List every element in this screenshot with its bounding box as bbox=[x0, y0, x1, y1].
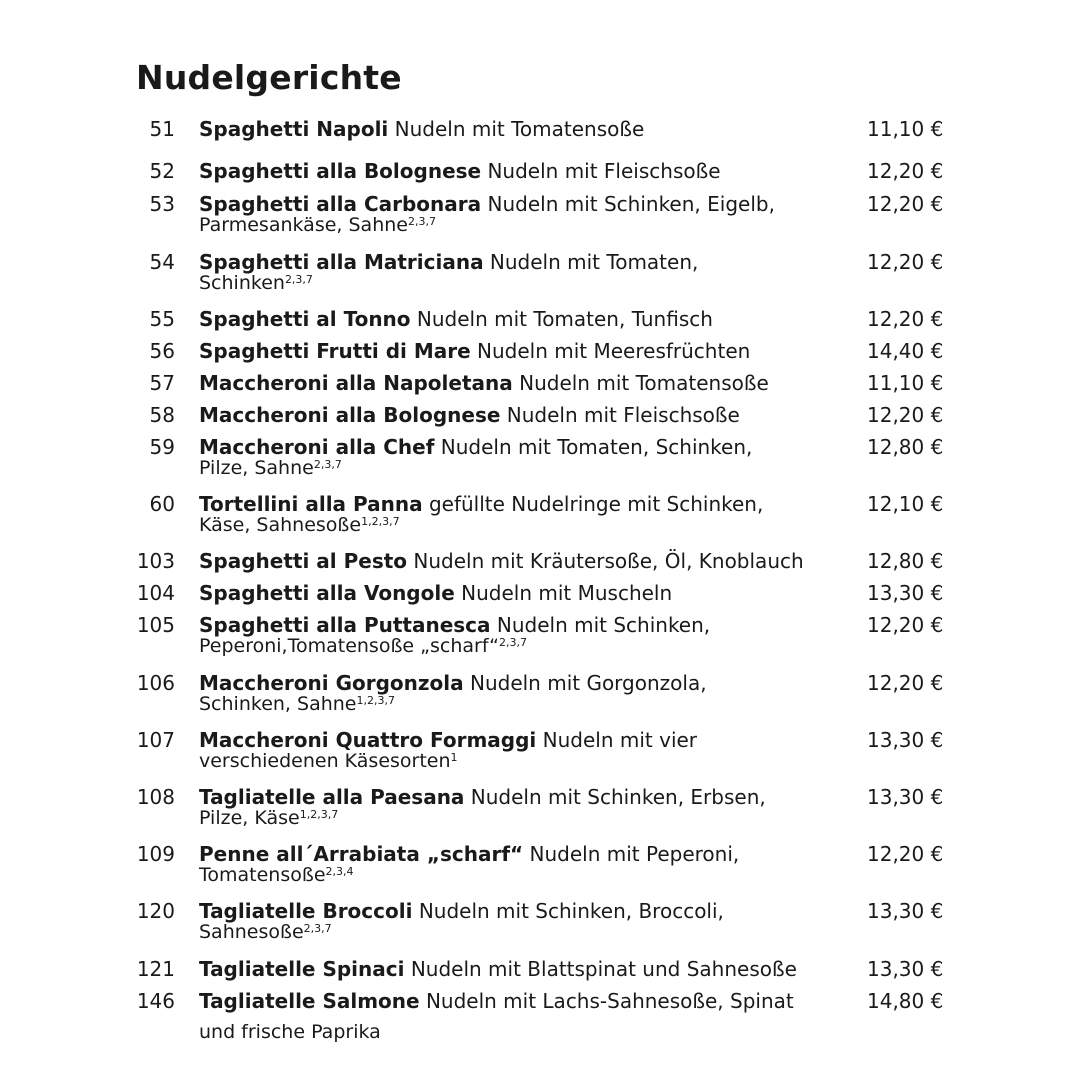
item-description bbox=[199, 614, 839, 657]
item-price: 12,10 € bbox=[867, 492, 944, 516]
item-name: Spaghetti al Tonno bbox=[199, 307, 411, 331]
allergen-codes: 2,3,4 bbox=[325, 865, 354, 878]
item-number: 121 bbox=[136, 957, 175, 981]
item-number: 57 bbox=[149, 371, 175, 395]
item-ingredients: Nudeln mit Tomatensoße bbox=[388, 117, 645, 141]
allergen-codes: 2,3,7 bbox=[313, 458, 342, 471]
item-ingredients-line2: Tomatensoße bbox=[199, 864, 326, 886]
item-price: 12,20 € bbox=[867, 307, 944, 331]
item-ingredients-line2: Peperoni,Tomatensoße „scharf“ bbox=[199, 635, 499, 657]
item-number: 107 bbox=[136, 728, 175, 752]
allergen-codes: 2,3,7 bbox=[407, 215, 436, 228]
page-title: Nudelgerichte bbox=[136, 58, 402, 97]
item-number: 103 bbox=[136, 549, 175, 573]
item-ingredients-continued bbox=[199, 865, 839, 886]
item-ingredients: Nudeln mit Schinken, Erbsen, bbox=[464, 785, 766, 809]
item-ingredients-continued bbox=[199, 636, 839, 657]
item-ingredients-line2: Pilze, Käse bbox=[199, 807, 300, 829]
item-name: Spaghetti al Pesto bbox=[199, 549, 408, 573]
item-number: 106 bbox=[136, 671, 175, 695]
item-number: 55 bbox=[149, 307, 175, 331]
item-number: 56 bbox=[149, 339, 175, 363]
item-name: Tagliatelle Salmone bbox=[199, 989, 420, 1013]
item-number: 146 bbox=[136, 989, 175, 1013]
item-ingredients-continued bbox=[199, 515, 839, 536]
item-name: Spaghetti alla Vongole bbox=[199, 581, 455, 605]
item-description bbox=[199, 251, 839, 294]
item-ingredients: Nudeln mit Peperoni, bbox=[523, 842, 740, 866]
item-number: 104 bbox=[136, 581, 175, 605]
item-price: 12,20 € bbox=[867, 250, 944, 274]
item-name: Spaghetti Napoli bbox=[199, 117, 389, 141]
item-ingredients: Nudeln mit Gorgonzola, bbox=[463, 671, 707, 695]
item-number: 58 bbox=[149, 403, 175, 427]
item-name: Spaghetti alla Matriciana bbox=[199, 250, 484, 274]
item-description bbox=[199, 493, 839, 536]
item-name: Maccheroni Quattro Formaggi bbox=[199, 728, 537, 752]
item-ingredients: Nudeln mit Blattspinat und Sahnesoße bbox=[404, 957, 797, 981]
item-description bbox=[199, 672, 839, 715]
item-ingredients-line2: Schinken bbox=[199, 272, 285, 294]
item-description bbox=[199, 900, 839, 943]
allergen-codes: 1,2,3,7 bbox=[356, 694, 395, 707]
allergen-codes: 2,3,7 bbox=[284, 273, 313, 286]
item-description bbox=[199, 308, 839, 330]
item-description bbox=[199, 436, 839, 479]
item-price: 14,80 € bbox=[867, 989, 944, 1013]
allergen-codes: 1,2,3,7 bbox=[299, 808, 339, 821]
item-ingredients-line2: Sahnesoße bbox=[199, 921, 304, 943]
item-name: Spaghetti alla Carbonara bbox=[199, 192, 482, 216]
item-price: 12,20 € bbox=[867, 403, 944, 427]
item-ingredients-continued bbox=[199, 273, 839, 294]
item-ingredients-line2: Pilze, Sahne bbox=[199, 457, 314, 479]
item-ingredients: gefüllte Nudelringe mit Schinken, bbox=[422, 492, 764, 516]
item-price: 13,30 € bbox=[867, 899, 944, 923]
item-name: Penne all´Arrabiata „scharf“ bbox=[199, 842, 524, 866]
item-description bbox=[199, 118, 839, 140]
item-ingredients: Nudeln mit Fleischsoße bbox=[481, 159, 721, 183]
item-price: 12,20 € bbox=[867, 613, 944, 637]
allergen-codes: 1,2,3,7 bbox=[361, 515, 400, 528]
item-number: 54 bbox=[149, 250, 175, 274]
item-number: 51 bbox=[149, 117, 175, 141]
allergen-codes: 2,3,7 bbox=[303, 922, 332, 935]
item-description bbox=[199, 160, 839, 182]
item-description bbox=[199, 582, 839, 604]
item-name: Spaghetti alla Bolognese bbox=[199, 159, 482, 183]
item-description bbox=[199, 729, 839, 772]
item-ingredients: Nudeln mit Lachs-Sahnesoße, Spinat bbox=[419, 989, 794, 1013]
item-ingredients: Nudeln mit Schinken, Eigelb, bbox=[481, 192, 775, 216]
item-description bbox=[199, 340, 839, 362]
item-price: 13,30 € bbox=[867, 785, 944, 809]
item-ingredients-continued bbox=[199, 751, 839, 772]
item-price: 12,80 € bbox=[867, 549, 944, 573]
allergen-codes: 2,3,7 bbox=[498, 636, 527, 649]
allergen-codes: 1 bbox=[450, 751, 458, 764]
item-ingredients-continued bbox=[199, 1022, 839, 1043]
item-description bbox=[199, 193, 839, 236]
item-name: Maccheroni alla Chef bbox=[199, 435, 435, 459]
item-ingredients-line2: Parmesankäse, Sahne bbox=[199, 214, 408, 236]
item-ingredients: Nudeln mit Tomatensoße bbox=[512, 371, 769, 395]
item-ingredients-continued bbox=[199, 215, 839, 236]
item-ingredients: Nudeln mit Tomaten, Tunfisch bbox=[410, 307, 713, 331]
item-price: 13,30 € bbox=[867, 728, 944, 752]
item-name: Tagliatelle Broccoli bbox=[199, 899, 413, 923]
item-number: 108 bbox=[136, 785, 175, 809]
item-ingredients: Nudeln mit Muscheln bbox=[454, 581, 673, 605]
item-number: 120 bbox=[136, 899, 175, 923]
item-price: 12,20 € bbox=[867, 159, 944, 183]
item-ingredients: Nudeln mit Tomaten, bbox=[483, 250, 699, 274]
item-number: 105 bbox=[136, 613, 175, 637]
item-ingredients-line2: Käse, Sahnesoße bbox=[199, 514, 362, 536]
item-ingredients-continued bbox=[199, 808, 839, 829]
item-name: Maccheroni alla Napoletana bbox=[199, 371, 513, 395]
item-ingredients-continued bbox=[199, 458, 839, 479]
item-number: 59 bbox=[149, 435, 175, 459]
item-number: 52 bbox=[149, 159, 175, 183]
item-ingredients: Nudeln mit Schinken, bbox=[490, 613, 711, 637]
item-ingredients: Nudeln mit Meeresfrüchten bbox=[470, 339, 751, 363]
item-ingredients-line2: verschiedenen Käsesorten bbox=[199, 750, 451, 772]
item-name: Tortellini alla Panna bbox=[199, 492, 423, 516]
item-price: 11,10 € bbox=[867, 371, 944, 395]
item-description bbox=[199, 372, 839, 394]
item-ingredients: Nudeln mit Tomaten, Schinken, bbox=[434, 435, 753, 459]
item-ingredients: Nudeln mit vier bbox=[536, 728, 698, 752]
item-price: 13,30 € bbox=[867, 581, 944, 605]
item-price: 12,20 € bbox=[867, 842, 944, 866]
item-description bbox=[199, 404, 839, 426]
item-price: 12,20 € bbox=[867, 192, 944, 216]
item-ingredients-line2: Schinken, Sahne bbox=[199, 693, 357, 715]
item-name: Tagliatelle alla Paesana bbox=[199, 785, 465, 809]
item-name: Spaghetti alla Puttanesca bbox=[199, 613, 491, 637]
item-price: 11,10 € bbox=[867, 117, 944, 141]
item-number: 53 bbox=[149, 192, 175, 216]
item-price: 13,30 € bbox=[867, 957, 944, 981]
item-ingredients-continued bbox=[199, 922, 839, 943]
item-ingredients: Nudeln mit Fleischsoße bbox=[500, 403, 740, 427]
item-number: 109 bbox=[136, 842, 175, 866]
item-name: Spaghetti Frutti di Mare bbox=[199, 339, 471, 363]
item-name: Maccheroni Gorgonzola bbox=[199, 671, 464, 695]
item-description bbox=[199, 786, 839, 829]
item-description bbox=[199, 550, 839, 572]
item-price: 14,40 € bbox=[867, 339, 944, 363]
item-number: 60 bbox=[149, 492, 175, 516]
item-ingredients-line2: und frische Paprika bbox=[199, 1021, 381, 1043]
item-description bbox=[199, 958, 839, 980]
item-ingredients-continued bbox=[199, 694, 839, 715]
item-description bbox=[199, 843, 839, 886]
item-price: 12,80 € bbox=[867, 435, 944, 459]
item-price: 12,20 € bbox=[867, 671, 944, 695]
item-name: Maccheroni alla Bolognese bbox=[199, 403, 501, 427]
item-ingredients: Nudeln mit Schinken, Broccoli, bbox=[412, 899, 724, 923]
item-name: Tagliatelle Spinaci bbox=[199, 957, 405, 981]
item-ingredients: Nudeln mit Kräutersoße, Öl, Knoblauch bbox=[407, 549, 804, 573]
item-description bbox=[199, 990, 839, 1043]
